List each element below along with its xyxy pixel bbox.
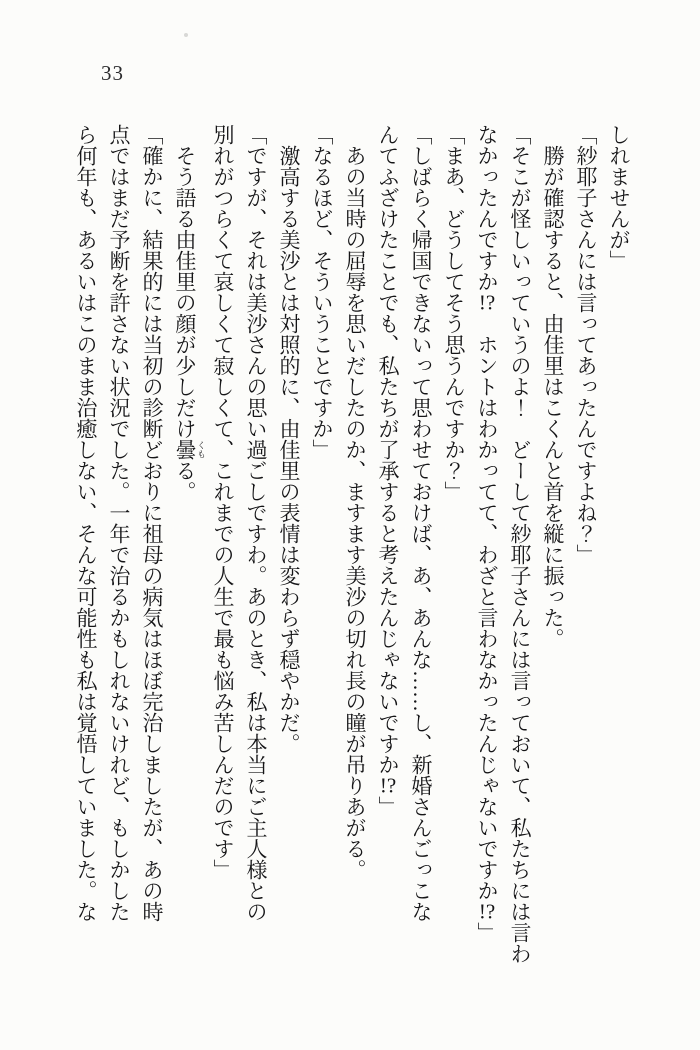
text-line: なかったんですか!? ホントはわかってて、わざと言わなかったんじゃないですか!?」: [475, 124, 499, 943]
scan-speck: [184, 33, 188, 37]
text-line: あの当時の屈辱を思いだしたのか、ますます美沙の切れ長の瞳が吊りあがる。: [343, 145, 367, 880]
text-line: 「紗耶子さんには言ってあったんですよね？」: [574, 124, 598, 565]
text-line: 別れがつらくて哀しくて寂しくて、これまでの人生で最も悩み苦しんだのです」: [211, 124, 235, 880]
text-line: 勝が確認すると、由佳里はこくんと首を縦に振った。: [541, 145, 565, 649]
text-line: そう語る由佳里の顔が少しだけ曇 くもる。: [173, 145, 206, 502]
text-line: 「しばらく帰国できないって思わせておけば、あ、あんな……し、新婚さんごっこな: [409, 124, 433, 922]
text-line: 点ではまだ予断を許さない状況でした。一年で治るかもしれないけれど、もしかした: [107, 124, 131, 922]
tatechuyoko-exclamation-question: !?: [379, 775, 397, 796]
tatechuyoko-exclamation-question: !?: [478, 292, 496, 313]
tatechuyoko-exclamation-question: !?: [478, 901, 496, 922]
text-line: 「まあ、どうしてそう思うんですか？」: [442, 124, 466, 502]
text-line: 激高する美沙とは対照的に、由佳里の表情は変わらず穏やかだ。: [277, 145, 301, 754]
text-line: ら何年も、あるいはこのまま治癒しない、そんな可能性も私は覚悟していました。な: [74, 124, 98, 922]
text-line: 「そこが怪しいっていうのよ！ どーして紗耶子さんには言っておいて、私たちには言わ: [508, 124, 532, 964]
text-line: 「ですが、それは美沙さんの思い過ごしですわ。あのとき、私は本当にご主人様との: [244, 124, 268, 922]
vertical-text-block: [69, 124, 635, 972]
text-line: しれませんが」: [607, 124, 631, 271]
ruby-annotated-word: 曇 くも: [173, 439, 206, 460]
text-line: 「なるほど、そういうことですか」: [310, 124, 334, 460]
text-line: んてふざけたことでも、私たちが了承すると考えたんじゃないですか!?」: [376, 124, 400, 817]
text-line: 「確かに、結果的には当初の診断どおりに祖母の病気はほぼ完治しましたが、あの時: [140, 124, 164, 922]
page-number: 33: [101, 61, 124, 85]
